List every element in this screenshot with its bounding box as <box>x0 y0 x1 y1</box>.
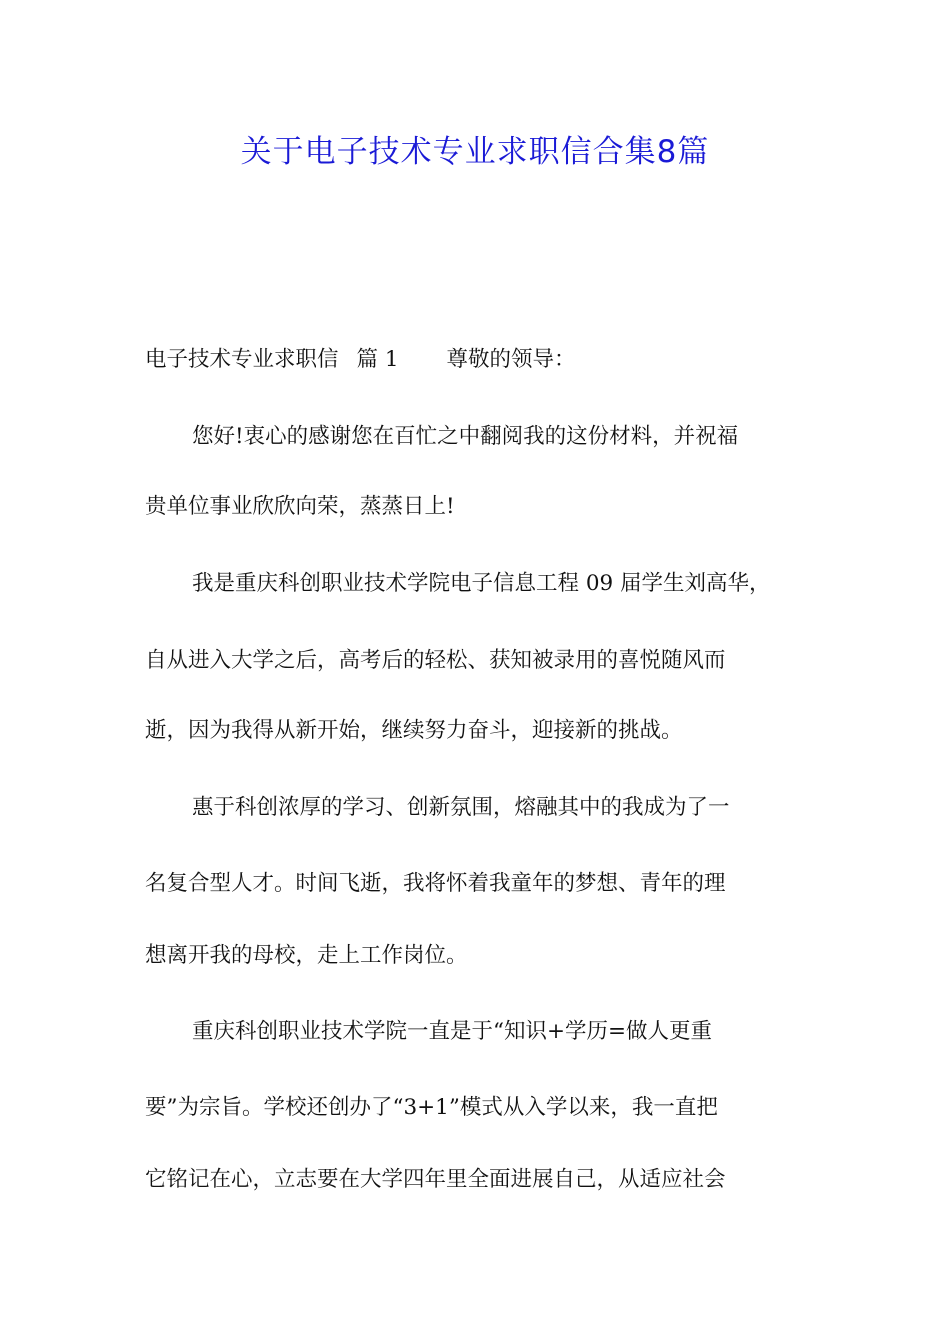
paragraph-line: 我是重庆科创职业技术学院电子信息工程 09 届学生刘高华， <box>192 571 771 596</box>
paragraph-line: 贵单位事业欣欣向荣，蒸蒸日上! <box>145 494 455 519</box>
paragraph-line: 它铭记在心，立志要在大学四年里全面进展自己，从适应社会 <box>145 1167 726 1192</box>
paragraph-line: 名复合型人才。时间飞逝，我将怀着我童年的梦想、青年的理 <box>145 871 726 896</box>
paragraph-line: 要”为宗旨。学校还创办了“3+1”模式从入学以来，我一直把 <box>145 1095 718 1120</box>
paragraph-line: 自从进入大学之后，高考后的轻松、获知被录用的喜悦随风而 <box>145 648 726 673</box>
paragraph-line: 惠于科创浓厚的学习、创新氛围，熔融其中的我成为了一 <box>192 795 730 820</box>
paragraph-line: 您好!衷心的感谢您在百忙之中翻阅我的这份材料，并祝福 <box>192 424 739 449</box>
salutation: 尊敬的领导： <box>446 347 576 372</box>
document-title: 关于电子技术专业求职信合集8篇 <box>240 134 710 170</box>
paragraph-line: 重庆科创职业技术学院一直是于“知识+学历=做人更重 <box>192 1019 713 1044</box>
section-heading: 电子技术专业求职信 <box>145 347 339 372</box>
section-part-number: 篇 1 <box>356 347 399 372</box>
section-heading-line <box>145 340 815 380</box>
paragraph-line: 想离开我的母校，走上工作岗位。 <box>145 943 468 968</box>
paragraph-line: 逝，因为我得从新开始，继续努力奋斗，迎接新的挑战。 <box>145 718 683 743</box>
